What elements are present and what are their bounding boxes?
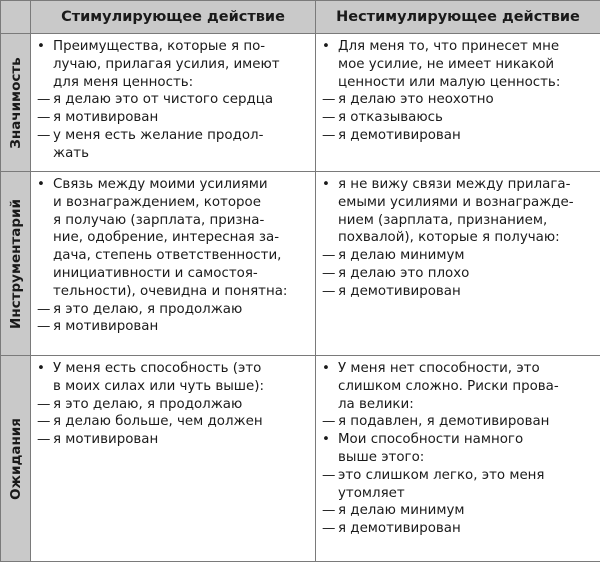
item-text: я это делаю, я продолжаю (53, 396, 309, 414)
continuation-indent (322, 485, 338, 503)
continuation-indent (37, 378, 53, 396)
list-item (37, 212, 309, 230)
item-text: дача, степень ответственности, (53, 247, 309, 265)
list-item (37, 265, 309, 283)
list-item (322, 109, 594, 127)
header-row (1, 1, 600, 34)
list-item (37, 145, 309, 163)
item-text: я мотивирован (53, 318, 309, 336)
continuation-indent (322, 56, 338, 74)
item-text: утомляет (338, 485, 594, 503)
dash-marker: — (322, 247, 338, 265)
row-label-cell (1, 172, 31, 356)
list-item (322, 229, 594, 247)
dash-marker: — (37, 301, 53, 319)
list-item (322, 283, 594, 301)
list-item (37, 360, 309, 378)
list-item (37, 283, 309, 301)
continuation-indent (37, 265, 53, 283)
dash-marker: — (322, 265, 338, 283)
dash-marker: — (37, 318, 53, 336)
item-text: выше этого: (338, 449, 594, 467)
item-text: Мои способности намного (338, 431, 594, 449)
item-text: я делаю больше, чем должен (53, 413, 309, 431)
dash-marker: — (322, 127, 338, 145)
item-text: жать (53, 145, 309, 163)
item-text: нием (зарплата, признанием, (338, 212, 594, 230)
item-text: емыми усилиями и вознагражде- (338, 194, 594, 212)
list-item (322, 247, 594, 265)
item-text: я мотивирован (53, 431, 309, 449)
list-item (37, 56, 309, 74)
list-item (37, 194, 309, 212)
dash-marker: — (37, 396, 53, 414)
list-item (322, 396, 594, 414)
continuation-indent (37, 56, 53, 74)
list-item (37, 229, 309, 247)
list-item (37, 247, 309, 265)
continuation-indent (322, 229, 338, 247)
row-label: Ожидания (8, 418, 24, 500)
row-label-cell (1, 356, 31, 562)
continuation-indent (37, 229, 53, 247)
table-body (1, 34, 600, 562)
continuation-indent (322, 449, 338, 467)
item-text: лучаю, прилагая усилия, имеют (53, 56, 309, 74)
item-text: я делаю это неохотно (338, 91, 594, 109)
item-text: слишком сложно. Риски прова- (338, 378, 594, 396)
continuation-indent (37, 247, 53, 265)
list-item (37, 38, 309, 56)
row-label-cell (1, 34, 31, 172)
list-item (322, 265, 594, 283)
continuation-indent (37, 212, 53, 230)
item-text: я не вижу связи между прилага- (338, 176, 594, 194)
item-text: я делаю минимум (338, 247, 594, 265)
stimulating-cell (31, 34, 316, 172)
item-text: я делаю минимум (338, 502, 594, 520)
list-item (37, 127, 309, 145)
dash-marker: — (37, 91, 53, 109)
list-item (37, 431, 309, 449)
item-text: инициативности и самостоя- (53, 265, 309, 283)
item-text: я получаю (зарплата, призна- (53, 212, 309, 230)
table-row (1, 356, 600, 562)
corner-cell (1, 1, 31, 34)
item-text: я демотивирован (338, 283, 594, 301)
dash-marker: — (37, 413, 53, 431)
dash-marker: — (322, 520, 338, 538)
list-item (322, 212, 594, 230)
item-text: я это делаю, я продолжаю (53, 301, 309, 319)
dash-marker: — (322, 467, 338, 485)
bullet-marker: • (37, 176, 53, 194)
dash-marker: — (322, 502, 338, 520)
list-item (37, 301, 309, 319)
continuation-indent (322, 74, 338, 92)
dash-marker: — (322, 91, 338, 109)
list-item (37, 91, 309, 109)
row-label: Инструментарий (8, 199, 24, 329)
item-text: похвалой), которые я получаю: (338, 229, 594, 247)
item-text: Связь между моими усилиями (53, 176, 309, 194)
list-item (37, 396, 309, 414)
item-text: тельности), очевидна и понятна: (53, 283, 309, 301)
item-text: Преимущества, которые я по- (53, 38, 309, 56)
item-text: я отказываюсь (338, 109, 594, 127)
item-text: для меня ценность: (53, 74, 309, 92)
item-text: я делаю это от чистого сердца (53, 91, 309, 109)
continuation-indent (37, 194, 53, 212)
list-item (37, 318, 309, 336)
list-item (322, 431, 594, 449)
column-header-stimulating: Стимулирующее действие (31, 1, 316, 34)
item-text: в моих силах или чуть выше): (53, 378, 309, 396)
list-item (37, 413, 309, 431)
item-text: ла велики: (338, 396, 594, 414)
stimulating-cell (31, 356, 316, 562)
column-header-non-stimulating: Нестимулирующее действие (316, 1, 600, 34)
list-item (322, 467, 594, 485)
continuation-indent (37, 74, 53, 92)
item-text: я подавлен, я демотивирован (338, 413, 594, 431)
item-text: у меня есть желание продол- (53, 127, 309, 145)
continuation-indent (322, 194, 338, 212)
dash-marker: — (322, 283, 338, 301)
item-text: я делаю это плохо (338, 265, 594, 283)
table-row (1, 172, 600, 356)
list-item (37, 109, 309, 127)
non-stimulating-cell (316, 356, 600, 562)
list-item (322, 74, 594, 92)
list-item (322, 378, 594, 396)
list-item (37, 378, 309, 396)
bullet-marker: • (322, 176, 338, 194)
list-item (322, 360, 594, 378)
list-item (322, 413, 594, 431)
item-text: мое усилие, не имеет никакой (338, 56, 594, 74)
list-item (322, 194, 594, 212)
item-text: я демотивирован (338, 520, 594, 538)
continuation-indent (322, 396, 338, 414)
bullet-marker: • (322, 431, 338, 449)
item-text: У меня нет способности, это (338, 360, 594, 378)
item-text: ние, одобрение, интересная за- (53, 229, 309, 247)
list-item (322, 56, 594, 74)
list-item (322, 520, 594, 538)
continuation-indent (322, 378, 338, 396)
item-text: Для меня то, что принесет мне (338, 38, 594, 56)
list-item (322, 485, 594, 503)
list-item (37, 176, 309, 194)
item-text: У меня есть способность (это (53, 360, 309, 378)
non-stimulating-cell (316, 172, 600, 356)
dash-marker: — (322, 413, 338, 431)
dash-marker: — (322, 109, 338, 127)
list-item (322, 502, 594, 520)
item-text: это слишком легко, это меня (338, 467, 594, 485)
item-text: ценности или малую ценность: (338, 74, 594, 92)
continuation-indent (322, 212, 338, 230)
list-item (37, 74, 309, 92)
continuation-indent (37, 145, 53, 163)
dash-marker: — (37, 127, 53, 145)
dash-marker: — (37, 431, 53, 449)
list-item (322, 91, 594, 109)
list-item (322, 449, 594, 467)
row-label: Значимость (8, 57, 24, 148)
bullet-marker: • (37, 360, 53, 378)
item-text: я демотивирован (338, 127, 594, 145)
bullet-marker: • (322, 360, 338, 378)
stimulating-cell (31, 172, 316, 356)
table-row (1, 34, 600, 172)
non-stimulating-cell (316, 34, 600, 172)
list-item (322, 176, 594, 194)
continuation-indent (37, 283, 53, 301)
dash-marker: — (37, 109, 53, 127)
list-item (322, 127, 594, 145)
list-item (322, 38, 594, 56)
item-text: я мотивирован (53, 109, 309, 127)
bullet-marker: • (322, 38, 338, 56)
item-text: и вознаграждением, которое (53, 194, 309, 212)
bullet-marker: • (37, 38, 53, 56)
